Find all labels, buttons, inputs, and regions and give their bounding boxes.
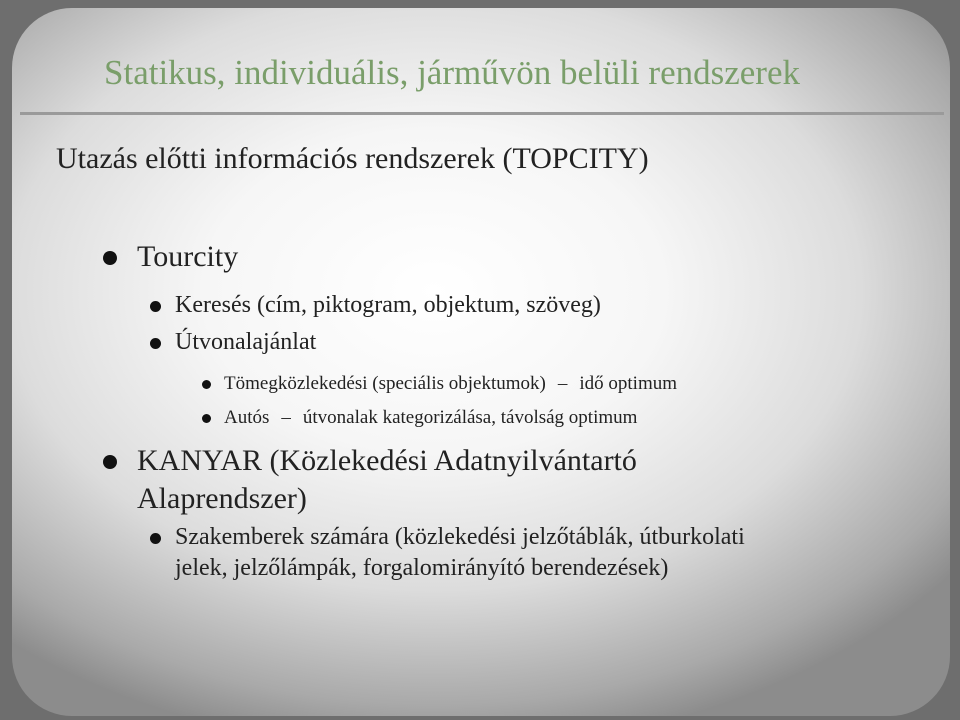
bullet-kereses — [175, 292, 601, 319]
bullet-dot-icon — [150, 338, 161, 349]
bullet-text: Útvonalajánlat — [175, 329, 317, 355]
bullet-text: Keresés (cím, piktogram, objektum, szöveg) — [175, 292, 601, 318]
content-panel — [12, 8, 950, 716]
bullet-kanyar-continuation — [137, 482, 307, 516]
bullet-dot-icon — [150, 533, 161, 544]
bullet-text: jelek, jelzőlámpák, forgalomirányító berendezések) — [175, 555, 669, 581]
bullet-text: Szakemberek számára (közlekedési jelzőtáblák, útburkolati — [175, 524, 745, 550]
bullet-dot-icon — [202, 380, 211, 389]
bullet-tomegkozlekedesi — [224, 373, 677, 395]
bullet-tourcity — [137, 240, 238, 274]
bullet-dot-icon — [103, 251, 117, 265]
bullet-list — [12, 8, 950, 708]
bullet-dot-icon — [103, 455, 117, 469]
bullet-text: KANYAR (Közlekedési Adatnyilvántartó — [137, 444, 637, 477]
bullet-text: Tömegközlekedési (speciális objektumok) — [224, 373, 546, 394]
slide-title: Statikus, individuális, járművön belüli rendszerek — [104, 53, 800, 92]
bullet-text: Alaprendszer) — [137, 482, 307, 515]
slide-subtitle: Utazás előtti információs rendszerek (TOPCITY) — [56, 142, 649, 175]
bullet-kanyar — [137, 444, 637, 478]
bullet-text: Tourcity — [137, 240, 239, 273]
bullet-text: idő optimum — [579, 373, 678, 394]
bullet-utvonal — [175, 329, 316, 356]
bullet-autos — [224, 407, 637, 429]
dash-separator: – — [557, 373, 568, 394]
bullet-szakemberek-continuation — [175, 555, 668, 582]
dash-separator: – — [281, 407, 291, 428]
bullet-text: Autós — [224, 407, 270, 428]
bullet-dot-icon — [202, 414, 211, 423]
bullet-dot-icon — [150, 301, 161, 312]
bullet-text: útvonalak kategorizálása, távolság optimum — [302, 407, 638, 428]
bullet-szakemberek — [175, 524, 745, 551]
